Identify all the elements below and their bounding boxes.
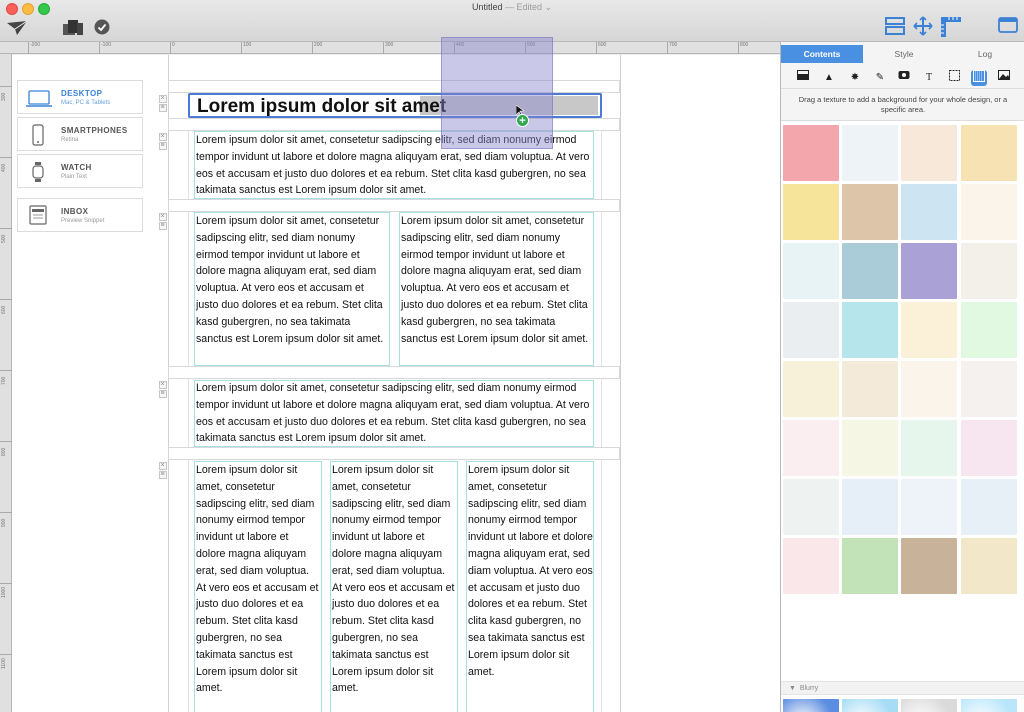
texture-swatch[interactable]	[961, 243, 1017, 299]
row-spacer	[168, 447, 620, 460]
laptop-icon	[26, 89, 52, 114]
panel-tabs	[781, 45, 1024, 63]
ruler-tick: 300	[0, 86, 12, 157]
frame-right-edge	[620, 55, 621, 712]
texture-swatch[interactable]	[961, 538, 1017, 594]
frame-left-edge	[168, 55, 169, 712]
chevron-down-icon[interactable]: ⌄	[544, 2, 553, 12]
texture-swatch[interactable]	[961, 479, 1017, 535]
content-toolbar	[781, 67, 1024, 89]
drag-handle-icon[interactable]: ≡	[160, 104, 165, 111]
texture-swatch[interactable]	[783, 420, 839, 476]
triangle-down-icon: ▼	[789, 685, 796, 692]
row-spacer	[168, 366, 620, 379]
triangle-icon[interactable]: ▲	[824, 72, 834, 83]
ruler-tick: -100	[99, 42, 111, 54]
texture-swatch[interactable]	[901, 361, 957, 417]
ruler-tick: 800	[738, 42, 748, 54]
texture-swatch[interactable]	[842, 184, 898, 240]
eyedropper-icon[interactable]: ✎	[875, 72, 885, 83]
ruler-tick: 400	[0, 157, 12, 228]
drag-handle-icon[interactable]: ≡	[160, 471, 165, 478]
ruler-tick: 900	[0, 512, 12, 583]
ruler-tick: 600	[0, 299, 12, 370]
texture-swatch[interactable]	[783, 361, 839, 417]
ruler-icon[interactable]	[940, 16, 962, 43]
texture-swatch[interactable]	[783, 479, 839, 535]
texture-swatch[interactable]	[842, 125, 898, 181]
ruler-tick: 300	[383, 42, 393, 54]
email-heading[interactable]: Lorem ipsum dolor sit amet	[197, 96, 447, 117]
close-icon[interactable]: ×	[160, 95, 165, 102]
blurry-texture-swatch[interactable]	[961, 699, 1017, 712]
texture-grid	[781, 120, 1024, 712]
window-title-text: Untitled	[471, 2, 503, 12]
ruler-tick: 500	[0, 228, 12, 299]
image-icon[interactable]	[996, 70, 1012, 86]
close-icon[interactable]: ×	[160, 381, 165, 388]
ruler-tick: 200	[312, 42, 322, 54]
badge-icon[interactable]: ✸	[850, 72, 860, 83]
paragraph-col[interactable]: Lorem ipsum dolor sit amet, consetetur sadipscing elitr, sed diam nonumy eirmod tempor invidunt ut labore et dolore magna aliquyam erat, sed diam voluptua. At vero eos et accusam et justo duo dolores et ea rebum. Stet clita kasd gubergren, no sea takimata sanctus est Lorem ipsum dolor sit amet.	[332, 464, 455, 695]
row-handle[interactable]	[157, 461, 168, 480]
ruler-tick: 1100	[0, 654, 12, 712]
ruler-tick: 700	[0, 370, 12, 441]
texture-swatch[interactable]	[783, 302, 839, 358]
paragraph-col[interactable]: Lorem ipsum dolor sit amet, consetetur sadipscing elitr, sed diam nonumy eirmod tempor invidunt ut labore et dolore magna aliquyam erat, sed diam voluptua. At vero eos et accusam et justo duo dolores et ea rebum. Stet clita kasd gubergren, no sea takimata sanctus est Lorem ipsum dolor sit amet.	[196, 464, 319, 695]
window-title-status: — Edited	[504, 2, 542, 12]
blurry-texture-swatch[interactable]	[783, 699, 839, 712]
device-title: WATCH	[61, 163, 92, 172]
texture-swatch[interactable]	[901, 243, 957, 299]
row-handle[interactable]	[157, 94, 168, 113]
texture-swatch[interactable]	[901, 302, 957, 358]
paragraph-col[interactable]: Lorem ipsum dolor sit amet, consetetur sadipscing elitr, sed diam nonumy eirmod tempor invidunt ut labore et dolore magna aliquyam erat, sed diam voluptua. At vero eos et accusam et justo duo dolores et ea rebum. Stet clita kasd gubergren, no sea takimata sanctus est Lorem ipsum dolor sit amet.	[468, 464, 593, 678]
layout-block-icon[interactable]	[795, 70, 811, 86]
blurry-texture-swatch[interactable]	[901, 699, 957, 712]
ruler-tick: 800	[0, 441, 12, 512]
texture-swatch[interactable]	[961, 420, 1017, 476]
paragraph-col[interactable]: Lorem ipsum dolor sit amet, consetetur sadipscing elitr, sed diam nonumy eirmod tempor invidunt ut labore et dolore magna aliquyam erat, sed diam voluptua. At vero eos et accusam et justo duo dolores et ea rebum. Stet clita kasd gubergren, no sea takimata sanctus est Lorem ipsum dolor sit amet.	[196, 215, 384, 345]
texture-swatch[interactable]	[901, 184, 957, 240]
ruler-horizontal	[0, 42, 780, 54]
ruler-tick: 500	[525, 42, 535, 54]
ruler-tick: -200	[28, 42, 40, 54]
texture-swatch[interactable]	[842, 479, 898, 535]
selection-icon[interactable]	[946, 70, 962, 86]
device-title: DESKTOP	[61, 89, 103, 98]
paragraph-full[interactable]: Lorem ipsum dolor sit amet, consetetur sadipscing elitr, sed diam nonumy eirmod tempor invidunt ut labore et dolore magna aliquyam erat, sed diam voluptua. At vero eos et accusam et justo duo dolores et ea rebum. Stet clita kasd gubergren, no sea takimata sanctus est Lorem ipsum dolor sit amet.	[196, 382, 590, 445]
ruler-tick: 600	[596, 42, 606, 54]
texture-swatch[interactable]	[961, 361, 1017, 417]
device-desktop[interactable]	[17, 80, 143, 114]
close-icon[interactable]: ×	[160, 213, 165, 220]
texture-swatch[interactable]	[901, 538, 957, 594]
device-subtitle: Retina	[61, 137, 79, 143]
ruler-tick: 400	[454, 42, 464, 54]
device-watch[interactable]	[17, 154, 143, 188]
row-handle[interactable]	[157, 380, 168, 399]
ruler-tick: 0	[170, 42, 175, 54]
texture-swatch[interactable]	[901, 479, 957, 535]
row-handle[interactable]	[157, 132, 168, 151]
frame-inner-left	[188, 80, 189, 712]
texture-swatch[interactable]	[842, 243, 898, 299]
texture-drag-preview	[441, 37, 553, 149]
tab-log[interactable]: Log	[977, 49, 993, 59]
texture-swatch[interactable]	[901, 125, 957, 181]
devices-icon[interactable]	[62, 18, 84, 41]
texture-swatch[interactable]	[783, 184, 839, 240]
texture-swatch[interactable]	[842, 420, 898, 476]
title-bar	[0, 0, 1024, 42]
texture-swatch[interactable]	[842, 538, 898, 594]
smartphone-icon	[32, 124, 44, 151]
texture-swatch[interactable]	[842, 361, 898, 417]
paragraph-full[interactable]: Lorem ipsum dolor sit amet, consetetur sadipscing elitr, sed diam nonumy eirmod tempor invidunt ut labore et dolore magna aliquyam erat, sed diam voluptua. At vero eos et accusam et justo duo dolores et ea rebum. Stet clita kasd gubergren, no sea takimata sanctus est Lorem ipsum dolor sit amet.	[196, 134, 590, 197]
texture-hint: Drag a texture to add a background for your whole design, or a specific area.	[798, 95, 1008, 114]
device-smartphones[interactable]	[17, 117, 143, 151]
section-label: Blurry	[799, 685, 819, 692]
add-plus-icon: +	[516, 114, 529, 127]
inspector-panel	[780, 42, 1024, 712]
texture-swatch[interactable]	[783, 243, 839, 299]
row-spacer	[168, 199, 620, 212]
texture-swatch[interactable]	[901, 420, 957, 476]
drag-handle-icon[interactable]: ≡	[160, 222, 165, 229]
tab-style[interactable]: Style	[894, 49, 914, 59]
device-inbox[interactable]	[17, 198, 143, 232]
watch-icon	[32, 162, 44, 187]
frame-inner-right	[601, 80, 602, 712]
close-icon[interactable]: ×	[160, 462, 165, 469]
paragraph-col[interactable]: Lorem ipsum dolor sit amet, consetetur sadipscing elitr, sed diam nonumy eirmod tempor invidunt ut labore et dolore magna aliquyam erat, sed diam voluptua. At vero eos et accusam et justo duo dolores et ea rebum. Stet clita kasd gubergren, no sea takimata sanctus est Lorem ipsum dolor sit amet.	[401, 215, 589, 345]
check-icon[interactable]	[94, 19, 110, 40]
texture-icon[interactable]	[971, 70, 987, 86]
texture-swatch[interactable]	[842, 302, 898, 358]
texture-swatch[interactable]	[961, 125, 1017, 181]
sidebar-icon[interactable]	[998, 16, 1018, 39]
window-title	[0, 2, 1024, 13]
close-icon[interactable]: ×	[160, 133, 165, 140]
device-subtitle: Mac, PC & Tablets	[61, 100, 111, 106]
device-subtitle: Plain Text	[61, 174, 87, 180]
section-blurry[interactable]	[781, 681, 1024, 695]
layout-icon[interactable]	[884, 16, 906, 41]
ruler-tick: 700	[667, 42, 677, 54]
button-icon[interactable]	[896, 70, 912, 86]
device-subtitle: Preview Snippet	[61, 218, 105, 224]
move-icon[interactable]	[912, 16, 934, 41]
texture-swatch[interactable]	[961, 184, 1017, 240]
ruler-vertical	[0, 54, 12, 712]
texture-swatch[interactable]	[961, 302, 1017, 358]
device-title: SMARTPHONES	[61, 126, 128, 135]
device-title: INBOX	[61, 207, 89, 216]
send-icon[interactable]	[6, 20, 28, 41]
texture-swatch[interactable]	[783, 125, 839, 181]
ruler-tick: 1000	[0, 583, 12, 654]
drag-handle-icon[interactable]: ≡	[160, 390, 165, 397]
drag-handle-icon[interactable]: ≡	[160, 142, 165, 149]
ruler-tick: 100	[241, 42, 251, 54]
text-icon[interactable]: T	[925, 72, 933, 83]
blurry-texture-swatch[interactable]	[842, 699, 898, 712]
tab-contents[interactable]: Contents	[781, 45, 863, 63]
texture-swatch[interactable]	[783, 538, 839, 594]
inbox-icon	[29, 205, 47, 230]
row-handle[interactable]	[157, 212, 168, 231]
